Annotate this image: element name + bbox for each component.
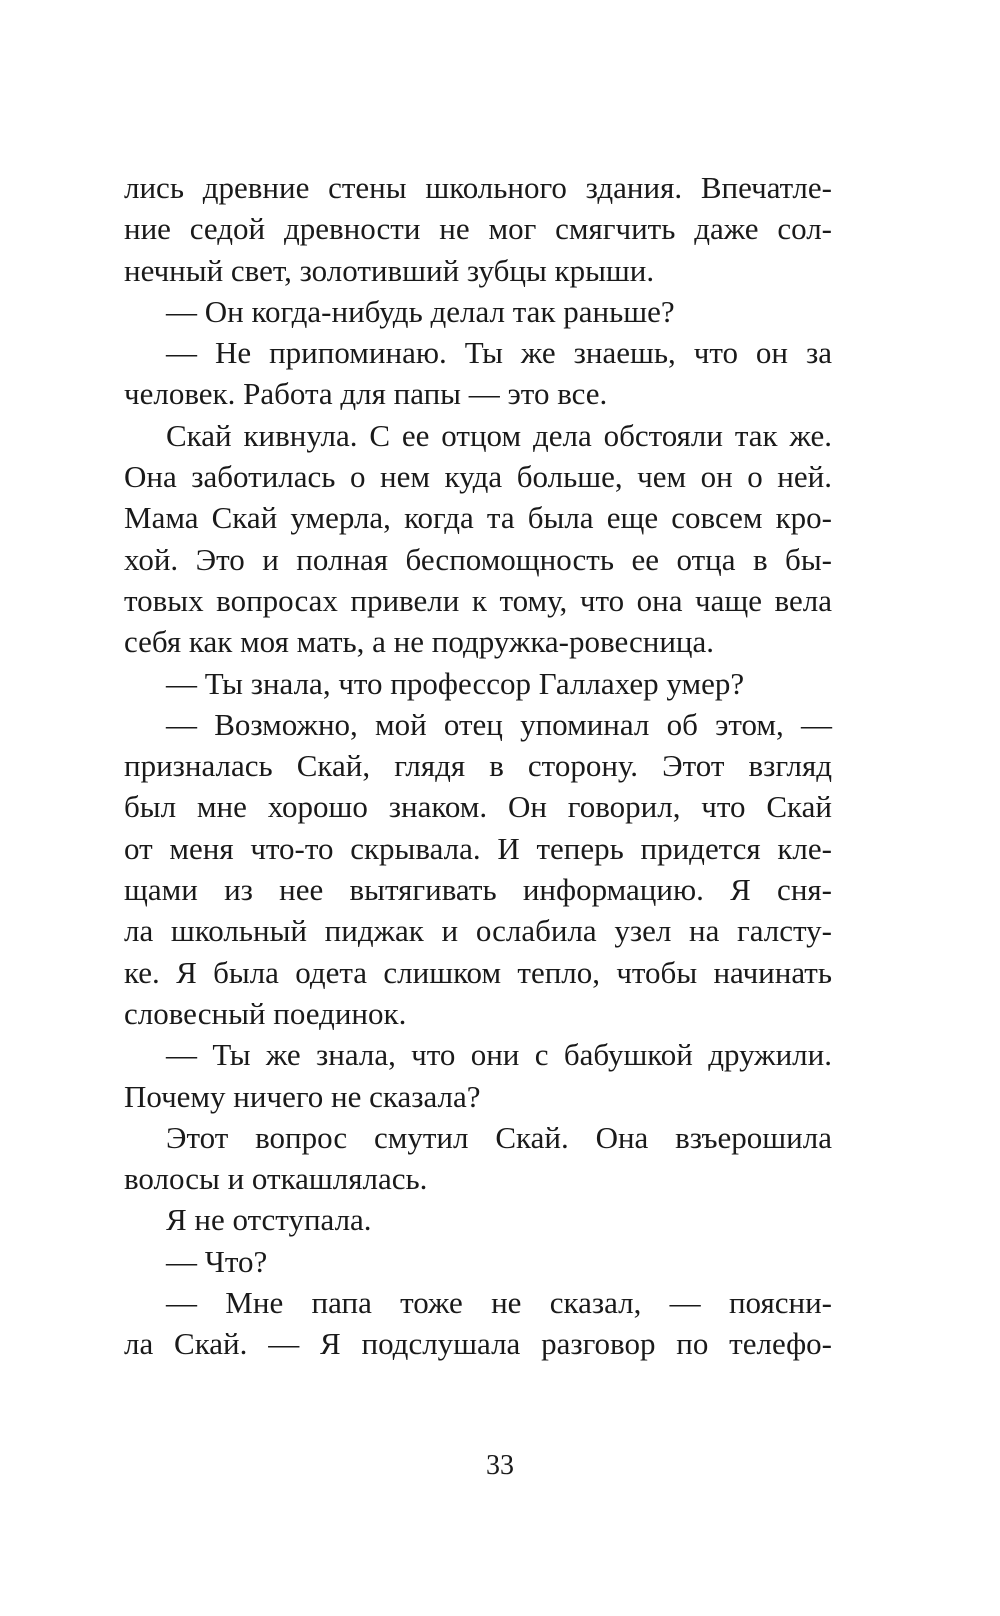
text-line: — Что? <box>166 1243 268 1279</box>
text-line: Мама Скай умерла, когда та была еще совсем кро- <box>124 500 832 536</box>
text-line: ла Скай. — Я подслушала разговор по телефо- <box>124 1326 832 1362</box>
text-line: — Возможно, мой отец упоминал об этом, — <box>166 706 832 742</box>
text-line: — Мне папа тоже не сказал, — поясни- <box>166 1285 832 1321</box>
text-line: нечный свет, золотивший зубцы крыши. <box>124 252 655 288</box>
text-line: — Ты знала, что профессор Галлахер умер? <box>166 665 745 701</box>
page-number: 33 <box>486 1450 514 1481</box>
text-line: лись древние стены школьного здания. Впечатле- <box>124 170 832 205</box>
text-line: Этот вопрос смутил Скай. Она взъерошила <box>166 1119 832 1155</box>
text-line: словесный поединок. <box>124 995 407 1031</box>
text-line: Почему ничего не сказала? <box>124 1078 481 1114</box>
text-line: волосы и откашлялась. <box>124 1161 428 1197</box>
text-line: — Ты же знала, что они с бабушкой дружили. <box>166 1037 832 1073</box>
text-line: хой. Это и полная беспомощность ее отца в бы- <box>124 541 832 577</box>
text-line: щами из нее вытягивать информацию. Я сня- <box>124 872 832 908</box>
text-line: себя как моя мать, а не подружка-ровесница. <box>124 624 715 660</box>
text-line: был мне хорошо знаком. Он говорил, что Скай <box>124 789 832 825</box>
text-line: ке. Я была одета слишком тепло, чтобы начинать <box>124 954 832 990</box>
text-line: призналась Скай, глядя в сторону. Этот взгляд <box>124 748 832 784</box>
text-line: Я не отступала. <box>166 1202 372 1238</box>
text-line: Она заботилась о нем куда больше, чем он о ней. <box>124 459 832 495</box>
body-text <box>124 167 832 1365</box>
text-line: — Не припоминаю. Ты же знаешь, что он за <box>166 335 832 371</box>
text-line: ла школьный пиджак и ослабила узел на галсту- <box>124 913 832 949</box>
text-line: Скай кивнула. С ее отцом дела обстояли так же. <box>166 417 832 453</box>
text-line: от меня что-то скрывала. И теперь придется кле- <box>124 830 832 866</box>
text-line: — Он когда-нибудь делал так раньше? <box>166 293 675 329</box>
text-line: товых вопросах привели к тому, что она чаще вела <box>124 582 832 618</box>
text-line: ние седой древности не мог смягчить даже сол- <box>124 211 832 247</box>
text-line: человек. Работа для папы — это все. <box>124 376 608 412</box>
